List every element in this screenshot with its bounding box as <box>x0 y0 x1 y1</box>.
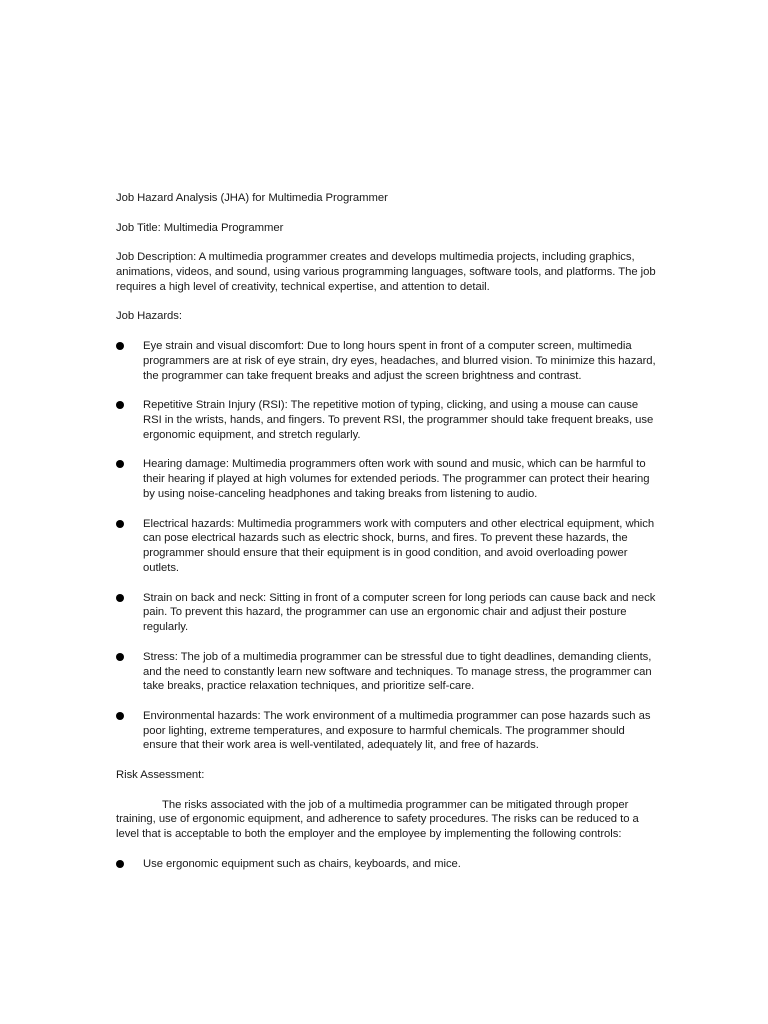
bullet-icon <box>116 712 124 720</box>
controls-list <box>116 857 656 872</box>
hazard-text: Eye strain and visual discomfort: Due to long hours spent in front of a computer screen, multimedia programmers are at risk of eye strain, dry eyes, headaches, and blurred vision. To minimize this hazard, the programmer can take frequent breaks and adjust the screen brightness and contrast. <box>143 339 656 382</box>
list-item <box>116 517 656 576</box>
list-item <box>116 709 656 753</box>
hazards-heading: Job Hazards: <box>116 310 182 323</box>
bullet-icon <box>116 653 124 661</box>
job-title: Job Title: Multimedia Programmer <box>116 221 284 234</box>
list-item <box>116 339 656 383</box>
hazard-text: Environmental hazards: The work environment of a multimedia programmer can pose hazards such as poor lighting, extreme temperatures, and exposure to harmful chemicals. The programmer should ensure that their work area is well-ventilated, adequately lit, and free of hazards. <box>143 709 651 752</box>
risk-heading: Risk Assessment: <box>116 769 205 782</box>
hazard-text: Hearing damage: Multimedia programmers often work with sound and music, which can be harmful to their hearing if played at high volumes for extended periods. The programmer can protect their hearing by using noise-canceling headphones and taking breaks from listening to audio. <box>143 458 650 500</box>
bullet-icon <box>116 342 124 350</box>
bullet-icon <box>116 860 124 868</box>
hazard-text: Repetitive Strain Injury (RSI): The repetitive motion of typing, clicking, and using a mouse can cause RSI in the wrists, hands, and fingers. To prevent RSI, the programmer should take frequent breaks, use ergonomic equipment, and stretch regularly. <box>143 399 654 441</box>
hazard-text: Stress: The job of a multimedia programmer can be stressful due to tight deadlines, demanding clients, and the need to constantly learn new software and techniques. To manage stress, the programmer can take breaks, practice relaxation techniques, and prioritize self-care. <box>143 650 652 693</box>
hazard-text: Strain on back and neck: Sitting in front of a computer screen for long periods can cause back and neck pain. To prevent this hazard, the programmer can use an ergonomic chair and adjust their posture regularly. <box>143 591 656 634</box>
list-item <box>116 591 656 635</box>
document-body <box>116 191 656 886</box>
list-item <box>116 857 656 872</box>
hazards-list <box>116 339 656 753</box>
document-title: Job Hazard Analysis (JHA) for Multimedia Programmer <box>116 192 388 204</box>
control-text: Use ergonomic equipment such as chairs, keyboards, and mice. <box>143 857 461 870</box>
bullet-icon <box>116 594 124 602</box>
bullet-icon <box>116 520 124 528</box>
bullet-icon <box>116 401 124 409</box>
risk-paragraph: The risks associated with the job of a multimedia programmer can be mitigated through proper training, use of ergonomic equipment, and adherence to safety procedures. The risks can be reduced to a level that is acceptable to both the employer and the employee by implementing the following controls: <box>116 798 639 841</box>
job-description: Job Description: A multimedia programmer creates and develops multimedia projects, including graphics, animations, videos, and sound, using various programming languages, software tools, and platforms. The job requires a high level of creativity, technical expertise, and attention to detail. <box>116 251 656 293</box>
hazard-text: Electrical hazards: Multimedia programmers work with computers and other electrical equipment, which can pose electrical hazards such as electric shock, burns, and fires. To prevent these hazards, the programmer should ensure that their equipment is in good condition, and avoid overloading power outlets. <box>143 517 655 574</box>
list-item <box>116 398 656 442</box>
list-item <box>116 650 656 694</box>
list-item <box>116 457 656 501</box>
bullet-icon <box>116 460 124 468</box>
